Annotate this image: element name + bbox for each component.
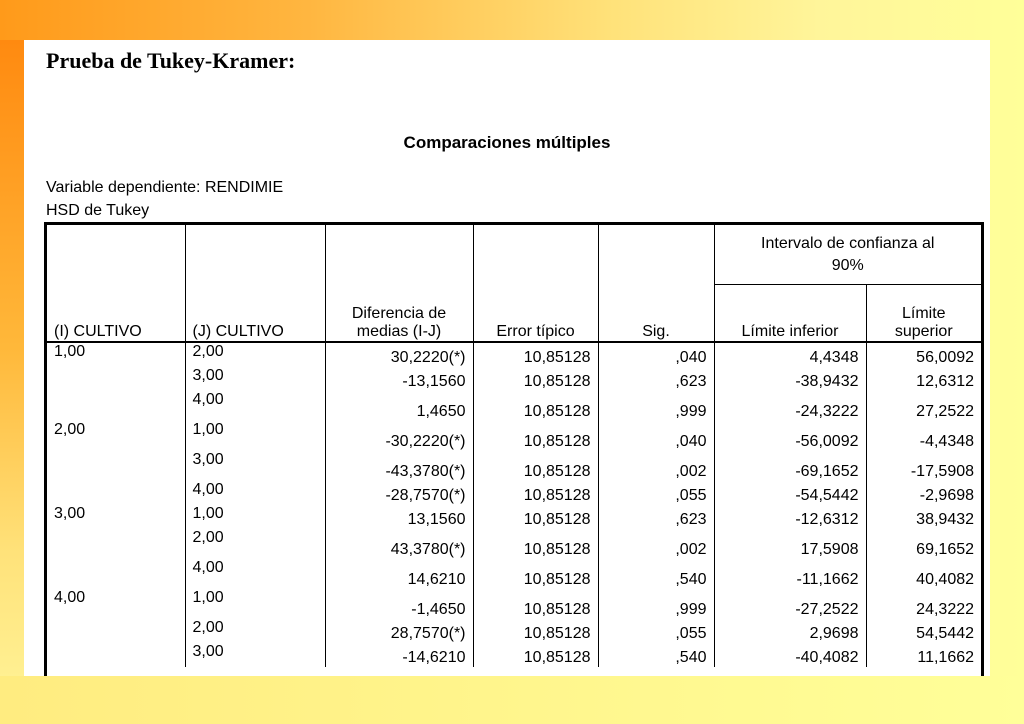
cell-j-cultivo: 2,00 [185,619,325,643]
table-title: Comparaciones múltiples [403,133,611,152]
cell-limite-inferior: -54,5442 [714,481,866,505]
background-bottom-band [0,676,1024,724]
cell-limite-superior: -4,4348 [919,433,975,450]
cell-j-cultivo: 2,00 [185,342,325,367]
header-j-cultivo: (J) CULTIVO [185,225,325,342]
cell-j-cultivo: 4,00 [185,391,325,421]
cell-error: 10,85128 [473,643,598,667]
cell-sig: ,002 [598,451,714,481]
table-row [47,391,981,421]
table-row [47,529,981,559]
table-row [47,643,981,667]
cell-j-cultivo: 1,00 [185,421,325,451]
header-intervalo-line2: 90% [831,257,864,275]
cell-error: 10,85128 [473,589,598,619]
cell-limite-inferior: -38,9432 [714,367,866,391]
table-row [47,589,981,619]
cell-limite-inferior: -69,1652 [714,451,866,481]
cell-error: 10,85128 [473,421,598,451]
table-row [47,505,981,529]
cell-diferencia: 14,6210 [325,559,473,589]
header-intervalo [714,225,981,284]
method-label: HSD de Tukey [46,202,150,219]
cell-sig: ,040 [598,421,714,451]
cell-limite-superior: 27,2522 [916,403,975,420]
header-intervalo-line1: Intervalo de confianza al [761,235,935,253]
cell-i-cultivo [47,619,185,643]
header-limite-superior-line2: superior [894,323,953,340]
header-error: Error típico [473,225,598,342]
header-diferencia-line2: medias (I-J) [356,323,442,340]
cell-i-cultivo: 2,00 [47,421,185,451]
cell-diferencia: -14,6210 [325,643,473,667]
cell-i-cultivo [47,559,185,589]
cell-limite-superior: 11,1662 [917,649,975,666]
cell-i-cultivo [47,529,185,559]
cell-error: 10,85128 [473,505,598,529]
table-row [47,481,981,505]
cell-limite-superior: 56,0092 [916,349,975,366]
cell-j-cultivo: 1,00 [185,505,325,529]
cell-i-cultivo: 3,00 [47,505,185,529]
table-row [47,619,981,643]
cell-limite-inferior: -56,0092 [714,421,866,451]
cell-j-cultivo: 4,00 [185,559,325,589]
cell-error: 10,85128 [473,559,598,589]
cell-i-cultivo: 1,00 [47,342,185,367]
cell-i-cultivo: 4,00 [47,589,185,619]
cell-error: 10,85128 [473,529,598,559]
cell-limite-superior: 38,9432 [916,511,975,528]
header-limite-superior [866,284,981,342]
cell-limite-superior: 54,5442 [916,625,975,642]
cell-diferencia: -28,7570(*) [325,481,473,505]
cell-error: 10,85128 [473,342,598,367]
cell-sig: ,002 [598,529,714,559]
header-limite-superior-line1: Límite [901,305,946,322]
cell-i-cultivo [47,391,185,421]
cell-limite-inferior: -11,1662 [714,559,866,589]
cell-diferencia: -30,2220(*) [325,421,473,451]
cell-sig: ,040 [598,342,714,367]
cell-diferencia: 28,7570(*) [325,619,473,643]
cell-diferencia: -1,4650 [325,589,473,619]
cell-sig: ,055 [598,619,714,643]
cell-j-cultivo: 2,00 [185,529,325,559]
cell-sig: ,540 [598,643,714,667]
header-diferencia-line1: Diferencia de [351,305,447,322]
cell-i-cultivo [47,481,185,505]
cell-error: 10,85128 [473,619,598,643]
cell-diferencia: 1,4650 [325,391,473,421]
cell-j-cultivo: 3,00 [185,451,325,481]
comparisons-table [47,225,981,667]
header-sig: Sig. [598,225,714,342]
cell-error: 10,85128 [473,481,598,505]
cell-limite-inferior: -24,3222 [714,391,866,421]
header-diferencia [325,225,473,342]
cell-error: 10,85128 [473,367,598,391]
cell-limite-inferior: 4,4348 [714,342,866,367]
cell-diferencia: 30,2220(*) [325,342,473,367]
cell-limite-inferior: -12,6312 [714,505,866,529]
cell-diferencia: 43,3780(*) [325,529,473,559]
cell-sig: ,999 [598,391,714,421]
cell-limite-inferior: -40,4082 [714,643,866,667]
cell-limite-superior: -17,5908 [910,463,975,480]
header-limite-inferior: Límite inferior [714,284,866,342]
cell-limite-superior: 24,3222 [916,601,975,618]
table-row [47,559,981,589]
cell-limite-inferior: 2,9698 [714,619,866,643]
cell-j-cultivo: 1,00 [185,589,325,619]
table-row [47,342,981,367]
cell-diferencia: -13,1560 [325,367,473,391]
cell-limite-superior: -2,9698 [919,487,975,504]
cell-diferencia: -43,3780(*) [325,451,473,481]
cell-limite-superior: 69,1652 [916,541,975,558]
cell-i-cultivo [47,367,185,391]
cell-sig: ,623 [598,367,714,391]
dependent-variable-label: Variable dependiente: RENDIMIE [46,179,284,196]
cell-diferencia: 13,1560 [325,505,473,529]
cell-j-cultivo: 4,00 [185,481,325,505]
document-panel [24,40,990,676]
cell-limite-superior: 40,4082 [916,571,975,588]
cell-sig: ,055 [598,481,714,505]
document-title: Prueba de Tukey-Kramer: [46,48,296,73]
cell-sig: ,999 [598,589,714,619]
cell-i-cultivo [47,643,185,667]
cell-j-cultivo: 3,00 [185,643,325,667]
cell-error: 10,85128 [473,451,598,481]
table-row [47,451,981,481]
cell-error: 10,85128 [473,391,598,421]
cell-sig: ,540 [598,559,714,589]
cell-i-cultivo [47,451,185,481]
comparisons-table-frame [44,222,984,676]
cell-limite-superior: 12,6312 [916,373,975,390]
table-row [47,367,981,391]
cell-j-cultivo: 3,00 [185,367,325,391]
cell-sig: ,623 [598,505,714,529]
cell-limite-inferior: 17,5908 [714,529,866,559]
table-row [47,421,981,451]
background-orange-band [0,40,24,724]
cell-limite-inferior: -27,2522 [714,589,866,619]
header-i-cultivo: (I) CULTIVO [47,225,185,342]
